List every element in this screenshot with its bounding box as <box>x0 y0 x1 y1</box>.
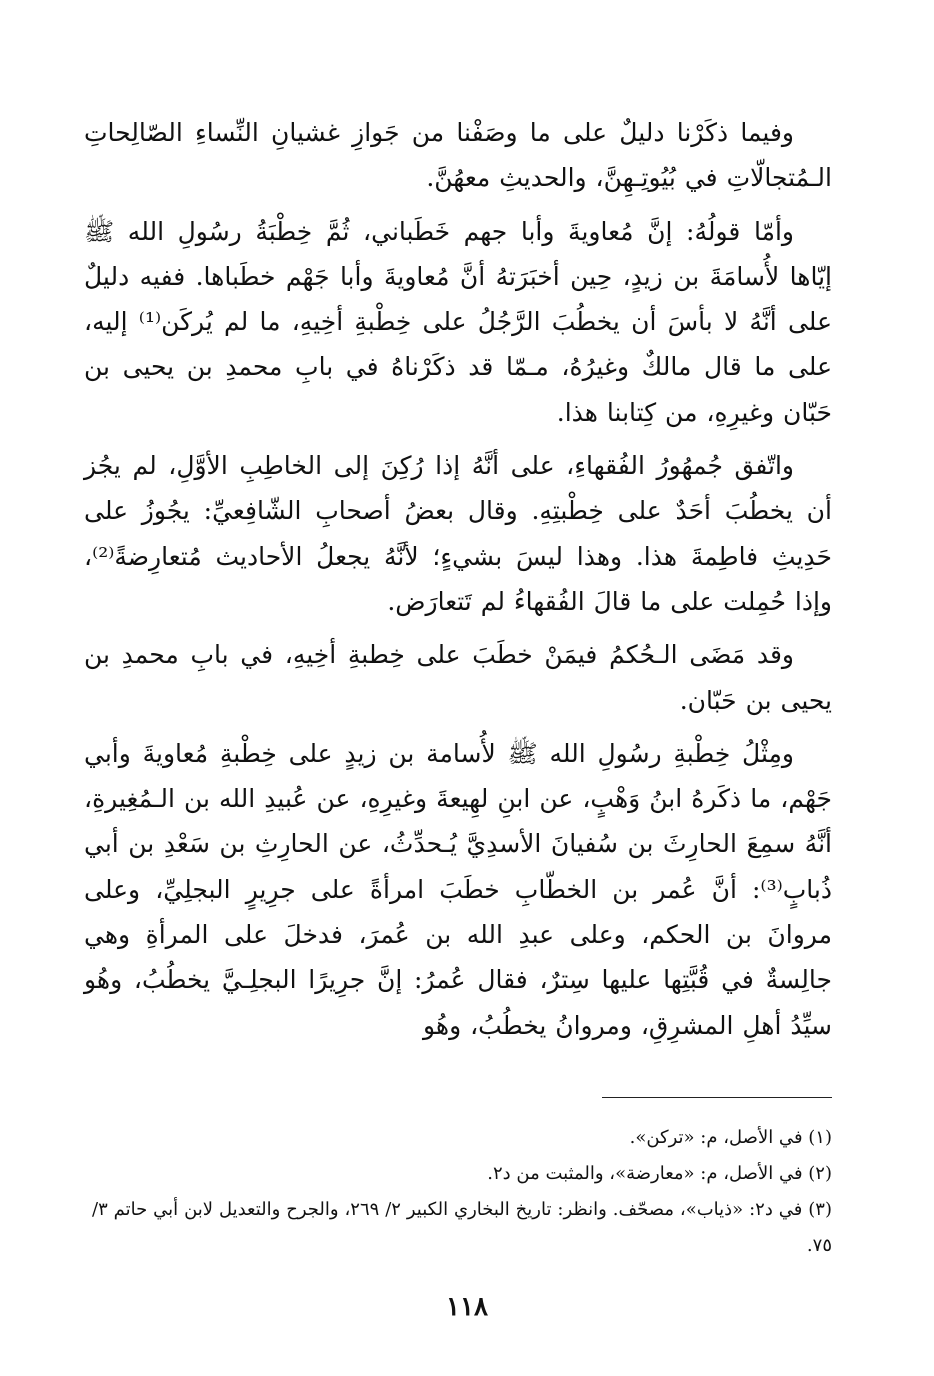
page-number: ١١٨ <box>446 1292 488 1322</box>
paragraph-1: وفيما ذكَرْنا دليلٌ على ما وصَفْنا من جَوازِ غشيانِ النِّساءِ الصّالِحاتِ الـمُتجالّاتِ في بُيُوتِـهِنَّ، والحديثِ معهُنَّ. <box>84 118 832 193</box>
footnote-1: (١) في الأصل، م: «تركن». <box>629 1127 832 1148</box>
paragraph-2: وأمّا قولُهُ: إنَّ مُعاويةَ وأبا جهم خَطَباني، ثُمَّ خِطْبَةُ رسُولِ الله ﷺ إيّاها لأُسامَةَ بن زيدٍ، حِين أخبَرَتهُ أنَّ مُعاويةَ وأبا جَهْم خطَباها. ففيه دليلٌ على أنَّهُ لا بأسَ أن يخطُبَ الرَّجُلُ على خِطْبةِ أخِيهِ، ما لم يُركَن⁽¹⁾ إليه، على ما قال مالكٌ وغيرُهُ، مـمّا قد ذكَرْناهُ في بابِ محمدِ بن يحيى بن حَبّان وغيرِهِ، من كِتابنا هذا. <box>84 216 832 427</box>
paragraph-4: وقد مَضَى الـحُكمُ فيمَنْ خطَبَ على خِطبةِ أخِيهِ، في بابِ محمدِ بن يحيى بن حَبّان. <box>84 640 832 715</box>
paragraph-3: واتّفق جُمهُورُ الفُقهاءِ، على أنَّهُ إذا رُكِنَ إلى الخاطِبِ الأوَّلِ، لم يجُز أن يخطُبَ أحَدٌ على خِطْبتِهِ. وقال بعضُ أصحابِ الشّافِعيِّ: يجُوزُ على حَدِيثِ فاطِمةَ هذا. وهذا ليسَ بشيءٍ؛ لأنَّهُ يجعلُ الأحاديث مُتعارِضةً⁽²⁾، وإذا حُمِلت على ما قالَ الفُقهاءُ لم تَتعارَض. <box>84 451 832 616</box>
main-text-block <box>84 110 832 1048</box>
footnote-3: (٣) في د٢: «ذياب»، مصحّف. وانظر: تاريخ البخاري الكبير ٢/ ٢٦٩، والجرح والتعديل لابن أبي حاتم ٣/ ٧٥. <box>92 1199 832 1256</box>
footnote-2: (٢) في الأصل، م: «معارضة»، والمثبت من د٢. <box>487 1163 832 1184</box>
footnotes-block <box>92 1120 832 1264</box>
paragraph-5: ومِثْلُ خِطْبةِ رسُولِ الله ﷺ لأُسامة بن زيدٍ على خِطْبةِ مُعاويةَ وأبي جَهْم، ما ذكَرهُ ابنُ وَهْبٍ، عن ابنِ لهِيعةَ وغيرِهِ، عن عُبيدِ الله بن الـمُغِيرةِ، أنَّهُ سمِعَ الحارِثَ بن سُفيانَ الأسدِيَّ يُـحدِّثُ، عن الحارِثِ بن سَعْدِ بن أبي ذُبابٍ⁽³⁾: أنَّ عُمر بن الخطّابِ خطَبَ امرأةً على جرِيرٍ البجلِيِّ، وعلى مروانَ بن الحكم، وعلى عبدِ الله بن عُمرَ، فدخلَ على المرأةِ وهي جالِسةٌ في قُبَّتِها عليها سِترٌ، فقال عُمرُ: إنَّ جرِيرًا البجلِـيَّ يخطُبُ، وهُو سيِّدُ أهلِ المشرِقِ، ومروانُ يخطُبُ، وهُو <box>84 738 832 1040</box>
footnote-separator <box>602 1097 832 1098</box>
